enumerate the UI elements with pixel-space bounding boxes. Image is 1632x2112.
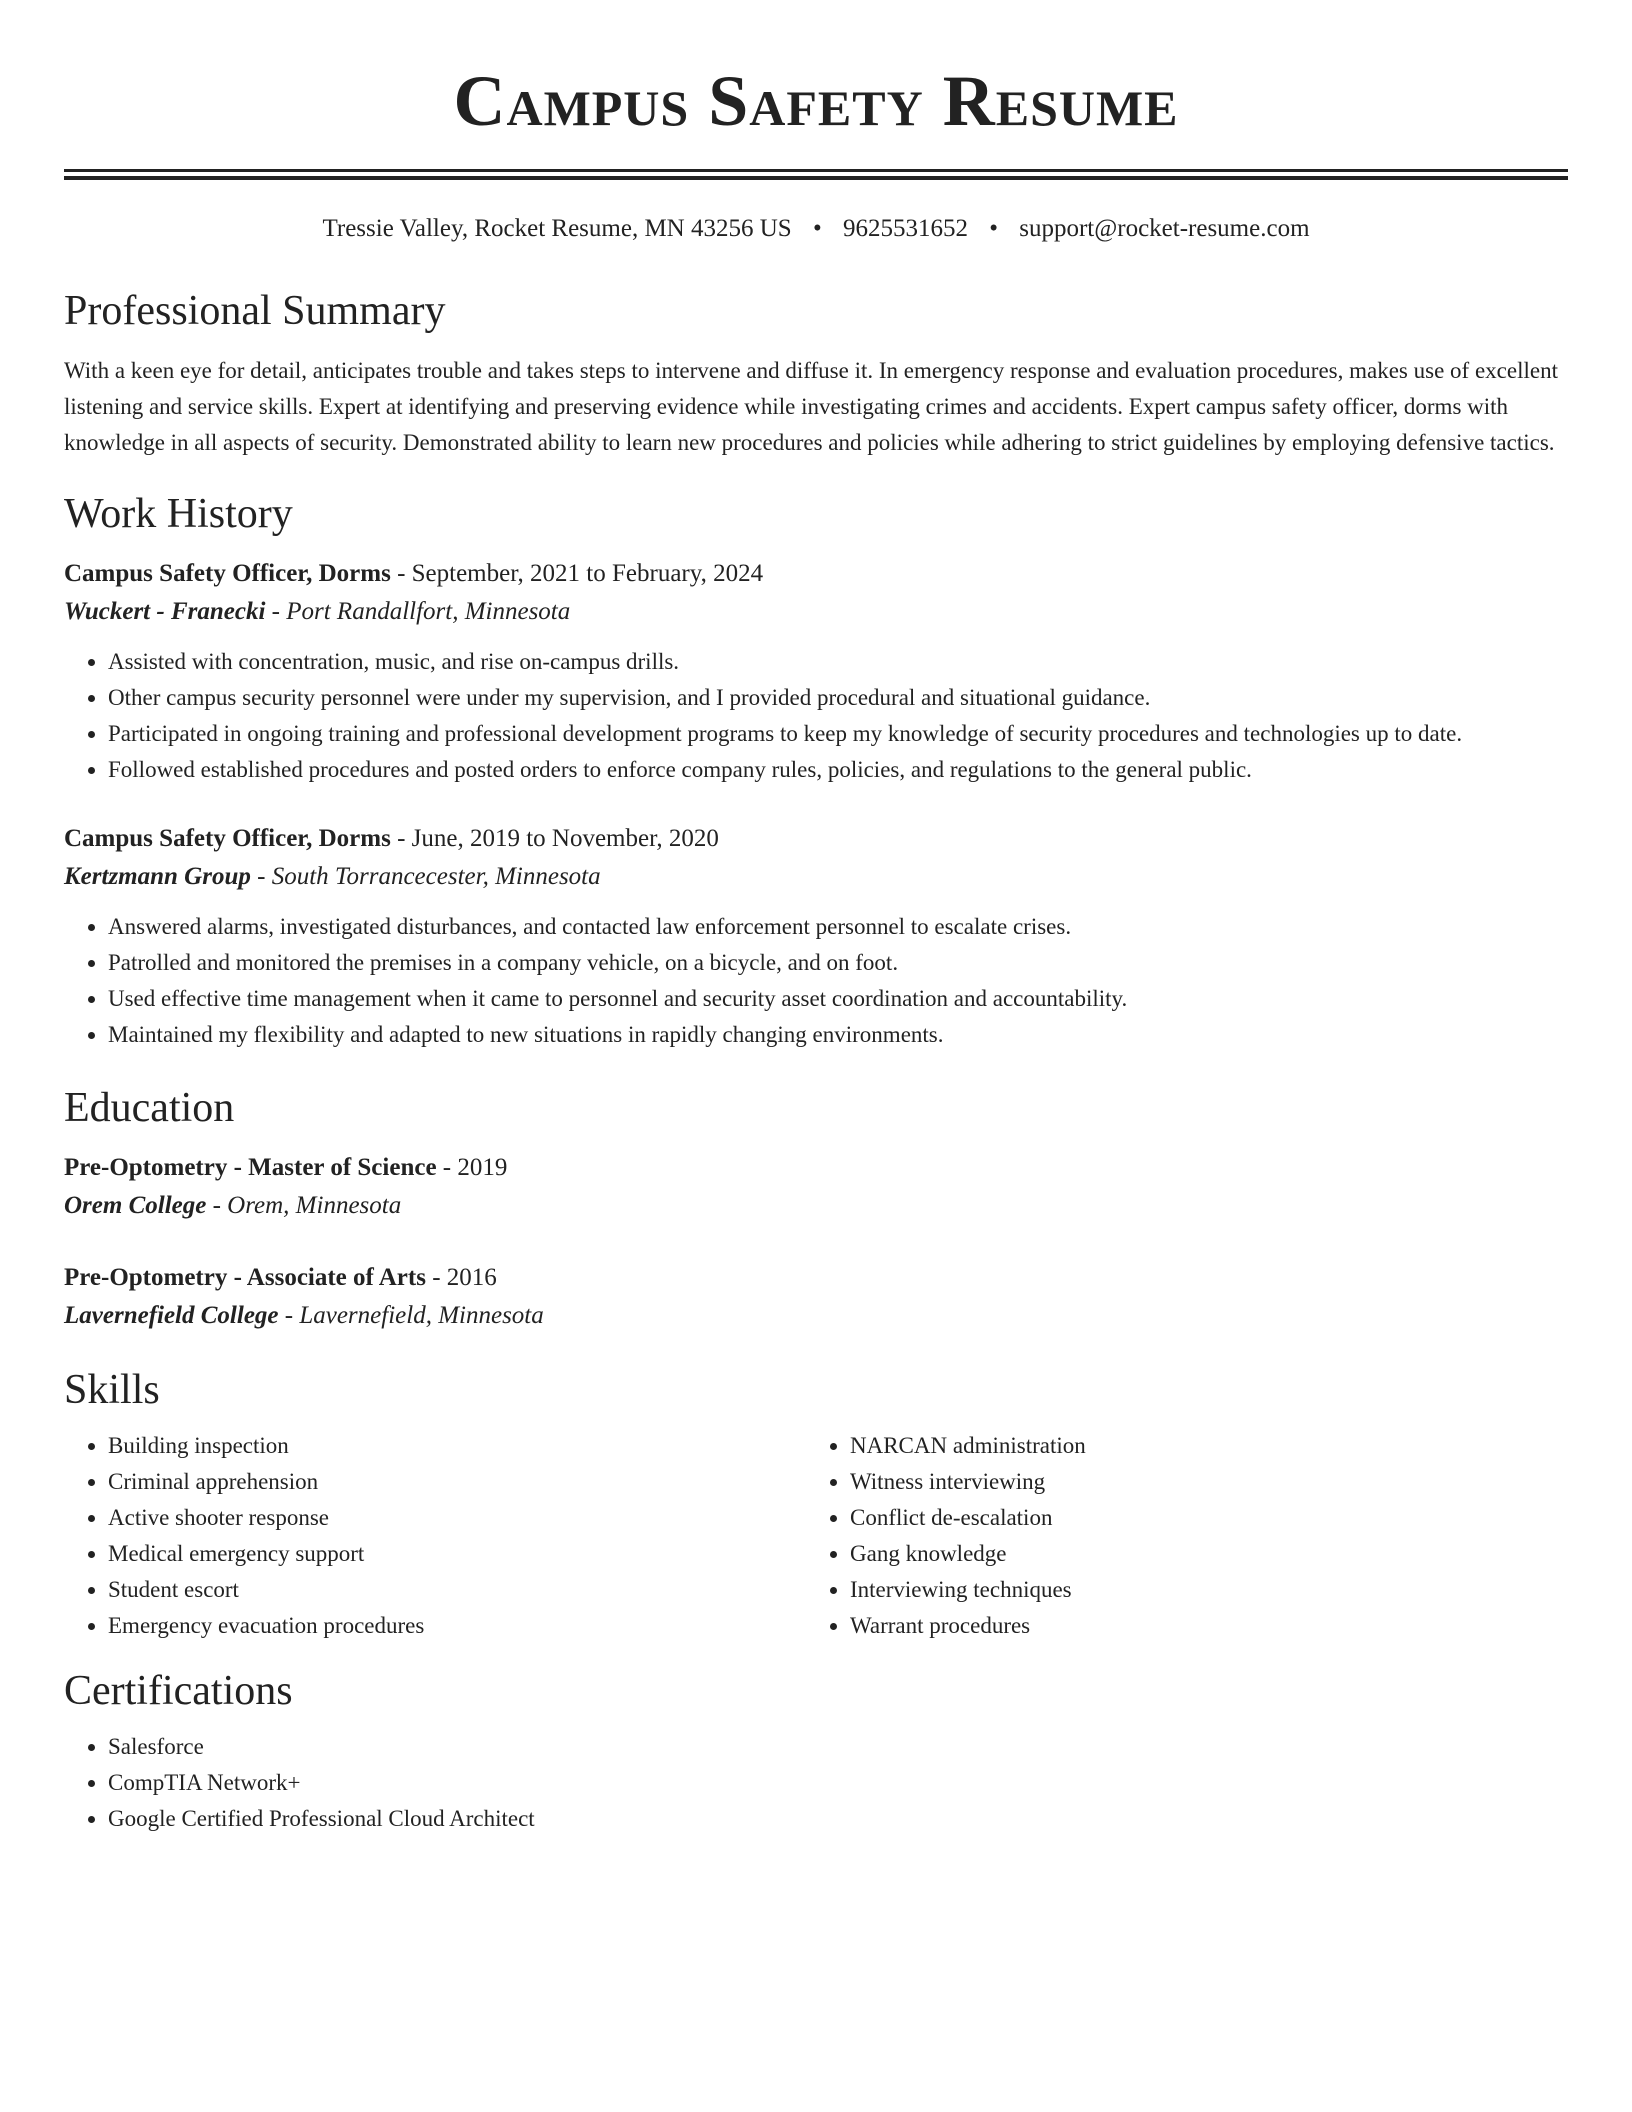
- summary-heading: Professional Summary: [64, 288, 446, 334]
- list-item: • Active shooter response: [108, 1500, 806, 1536]
- list-item: • Answered alarms, investigated disturbances, and contacted law enforcement personnel to escalate crises.: [108, 909, 1568, 945]
- education-school: Orem College: [64, 1192, 207, 1219]
- work-history-heading: Work History: [64, 491, 293, 537]
- job-entry: [64, 820, 1568, 1053]
- list-item: • Patrolled and monitored the premises in a company vehicle, on a bicycle, and on foot.: [108, 945, 1568, 981]
- job-duties: [64, 644, 1568, 788]
- job-role: Campus Safety Officer, Dorms: [64, 560, 391, 587]
- list-item: • Followed established procedures and posted orders to enforce company rules, policies, and regulations to the general public.: [108, 752, 1568, 788]
- education-school: Lavernefield College: [64, 1302, 279, 1329]
- job-header: [64, 820, 1568, 858]
- job-duties: [64, 909, 1568, 1053]
- education-entry: [64, 1149, 1568, 1225]
- education-header: [64, 1149, 1568, 1187]
- skills-column-left: [64, 1428, 806, 1644]
- education-school-line: [64, 1297, 1568, 1335]
- job-employer: [64, 858, 1568, 896]
- list-item: • Google Certified Professional Cloud Architect: [108, 1801, 1568, 1837]
- contact-phone: 9625531652: [842, 215, 968, 242]
- list-item: • Interviewing techniques: [850, 1572, 1548, 1608]
- list-item: • Criminal apprehension: [108, 1464, 806, 1500]
- education-location: - Lavernefield, Minnesota: [278, 1302, 544, 1329]
- job-header: [64, 555, 1568, 593]
- skills-grid: [64, 1428, 1568, 1644]
- list-item: • Assisted with concentration, music, and rise on-campus drills.: [108, 644, 1568, 680]
- job-dates: - September, 2021 to February, 2024: [390, 560, 764, 587]
- list-item: • Medical emergency support: [108, 1536, 806, 1572]
- contact-separator: •: [812, 215, 822, 242]
- list-item: • Building inspection: [108, 1428, 806, 1464]
- list-item: • Conflict de-escalation: [850, 1500, 1548, 1536]
- job-entry: [64, 555, 1568, 788]
- education-degree: Pre-Optometry - Associate of Arts: [64, 1264, 426, 1291]
- list-item: • Student escort: [108, 1572, 806, 1608]
- title-divider: [64, 169, 1568, 180]
- education-heading: Education: [64, 1085, 235, 1131]
- list-item: • Participated in ongoing training and professional development programs to keep my knowledge of security procedures and technologies up to date.: [108, 716, 1568, 752]
- list-item: • Gang knowledge: [850, 1536, 1548, 1572]
- certifications-list: [64, 1729, 1568, 1837]
- list-item: • NARCAN administration: [850, 1428, 1548, 1464]
- skills-heading: Skills: [64, 1367, 160, 1413]
- job-dates: - June, 2019 to November, 2020: [390, 825, 719, 852]
- certifications-heading: Certifications: [64, 1668, 293, 1714]
- job-role: Campus Safety Officer, Dorms: [64, 825, 391, 852]
- education-year: - 2016: [425, 1264, 497, 1291]
- skills-column-right: [806, 1428, 1548, 1644]
- contact-line: [64, 214, 1568, 244]
- education-school-line: [64, 1187, 1568, 1225]
- list-item: • Warrant procedures: [850, 1608, 1548, 1644]
- list-item: • Witness interviewing: [850, 1464, 1548, 1500]
- education-degree: Pre-Optometry - Master of Science: [64, 1154, 437, 1181]
- list-item: • Salesforce: [108, 1729, 1568, 1765]
- list-item: • Emergency evacuation procedures: [108, 1608, 806, 1644]
- education-year: - 2019: [436, 1154, 508, 1181]
- list-item: • Maintained my flexibility and adapted to new situations in rapidly changing environments.: [108, 1017, 1568, 1053]
- job-location: - Port Randallfort, Minnesota: [265, 598, 571, 625]
- resume-title: Campus Safety Resume: [453, 61, 1179, 141]
- education-entry: [64, 1259, 1568, 1335]
- job-employer: [64, 593, 1568, 631]
- list-item: • Used effective time management when it came to personnel and security asset coordination and accountability.: [108, 981, 1568, 1017]
- contact-email: support@rocket-resume.com: [1019, 215, 1310, 242]
- job-company: Kertzmann Group: [64, 863, 251, 890]
- list-item: • CompTIA Network+: [108, 1765, 1568, 1801]
- education-header: [64, 1259, 1568, 1297]
- job-location: - South Torrancecester, Minnesota: [250, 863, 601, 890]
- education-location: - Orem, Minnesota: [206, 1192, 402, 1219]
- contact-location: Tressie Valley, Rocket Resume, MN 43256 US: [322, 215, 792, 242]
- list-item: • Other campus security personnel were under my supervision, and I provided procedural and situational guidance.: [108, 680, 1568, 716]
- job-company: Wuckert - Franecki: [64, 598, 266, 625]
- summary-text: With a keen eye for detail, anticipates trouble and takes steps to intervene and diffuse it. In emergency response and evaluation procedures, makes use of excellent listening and service skills. Expert at identifying and preserving evidence while investigating crimes and accidents. Expert campus safety officer, dorms with knowledge in all aspects of security. Demonstrated ability to learn new procedures and policies while adhering to strict guidelines by employing defensive tactics.: [64, 358, 1558, 455]
- contact-separator: •: [989, 215, 998, 242]
